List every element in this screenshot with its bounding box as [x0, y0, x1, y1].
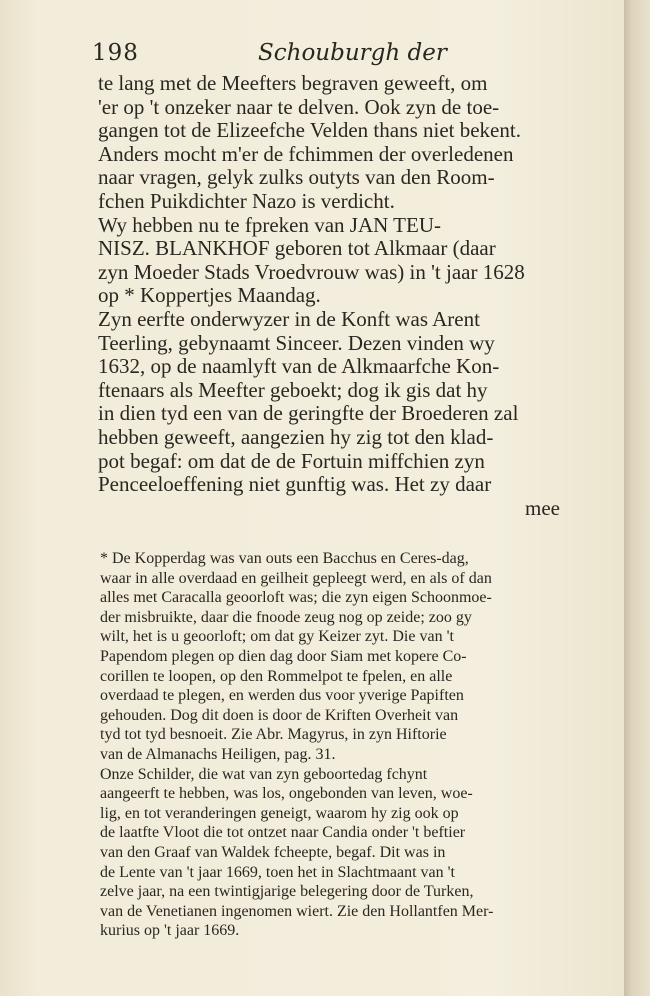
- footnote-line: * De Kopperdag was van outs een Bacchus en Ceres-dag,: [100, 550, 469, 567]
- text-line: naar vragen, gelyk zulks outyts van den Room-: [98, 165, 495, 190]
- running-title: Schouburgh der: [258, 40, 447, 66]
- text-line: zyn Moeder Stads Vroedvrouw was) in 't jaar 1628: [98, 259, 525, 284]
- footnote-line: waar in alle overdaad en geilheit gepleegt werd, en als of dan: [100, 569, 492, 587]
- page-number: 198: [92, 40, 139, 66]
- footnote-line: de laatfte Vloot die tot ontzet naar Candia onder 't beftier: [100, 824, 466, 842]
- main-text-block: [98, 72, 568, 520]
- text-line: op * Koppertjes Maandag.: [98, 283, 321, 308]
- page-header: [92, 40, 562, 70]
- footnote-line: alles met Caracalla geoorloft was; die zyn eigen Schoonmoe-: [100, 589, 492, 607]
- text-line: in dien tyd een van de geringfte der Broederen zal: [98, 401, 519, 426]
- text-line: Wy hebben nu te fpreken van JAN TEU-: [98, 212, 441, 237]
- footnote-line: gehouden. Dog dit doen is door de Kriften Overheit van: [100, 706, 459, 724]
- text-line: hebben geweeft, aangezien hy zig tot den klad-: [98, 424, 494, 449]
- footnote-line: der misbruikte, daar die fnoode zeug nog op zeide; zoo gy: [100, 608, 472, 626]
- text-line: Teerling, gebynaamt Sinceer. Dezen vinden wy: [98, 330, 495, 355]
- footnote-line: Papendom plegen op dien dag door Siam met kopere Co-: [100, 647, 467, 665]
- text-line: te lang met de Meefters begraven geweeft, om: [98, 71, 488, 95]
- footnote-line: van de Venetianen ingenomen wiert. Zie den Hollantfen Mer-: [100, 902, 494, 920]
- footnote-line: overdaad te plegen, en werden dus voor yverige Papiften: [100, 687, 464, 705]
- text-line: NISZ. BLANKHOF geboren tot Alkmaar (daar: [98, 236, 496, 261]
- text-line: pot begaf: om dat de de Fortuin miffchien zyn: [98, 448, 485, 473]
- footnote-line: van den Graaf van Waldek fcheepte, begaf. Dit was in: [100, 843, 446, 861]
- footnote-line: Onze Schilder, die wat van zyn geboortedag fchynt: [100, 765, 428, 783]
- footnote-line: tyd tot tyd besnoeit. Zie Abr. Magyrus, in zyn Hiftorie: [100, 726, 447, 744]
- text-line: Penceeloeffening niet gunftig was. Het zy daar: [98, 472, 492, 497]
- text-line: Anders mocht m'er de fchimmen der overledenen: [98, 141, 514, 166]
- footnote-line: de Lente van 't jaar 1669, toen het in Slachtmaant van 't: [100, 863, 455, 881]
- footnote-line: lig, en tot veranderingen geneigt, waarom hy zig ook op: [100, 804, 459, 822]
- footnote-line: wilt, het is u geoorloft; om dat gy Keizer zyt. Die van 't: [100, 628, 454, 646]
- text-line: gangen tot de Elizeefche Velden thans niet bekent.: [98, 118, 521, 143]
- text-line: ftenaars als Meefter geboekt; dog ik gis dat hy: [98, 377, 488, 402]
- page-edge: [624, 0, 650, 996]
- footnote-block: [100, 549, 570, 941]
- text-line: fchen Puikdichter Nazo is verdicht.: [98, 188, 395, 213]
- text-line: 'er op 't onzeker naar te delven. Ook zyn de toe-: [98, 94, 500, 119]
- footnote-line: corillen te loopen, op den Rommelpot te fpelen, en alle: [100, 667, 453, 685]
- text-line: Zyn eerfte onderwyzer in de Konft was Arent: [98, 306, 480, 331]
- footnote-line: van de Almanachs Heiligen, pag. 31.: [100, 745, 336, 763]
- footnote-line: aangeerft te hebben, was los, ongebonden van leven, woe-: [100, 785, 473, 803]
- footnote-line: zelve jaar, na een twintigjarige belegering door de Turken,: [100, 883, 474, 901]
- footnote-line: kurius op 't jaar 1669.: [100, 922, 240, 940]
- catchword: mee: [525, 495, 560, 520]
- text-line: 1632, op de naamlyft van de Alkmaarfche Kon-: [98, 354, 500, 379]
